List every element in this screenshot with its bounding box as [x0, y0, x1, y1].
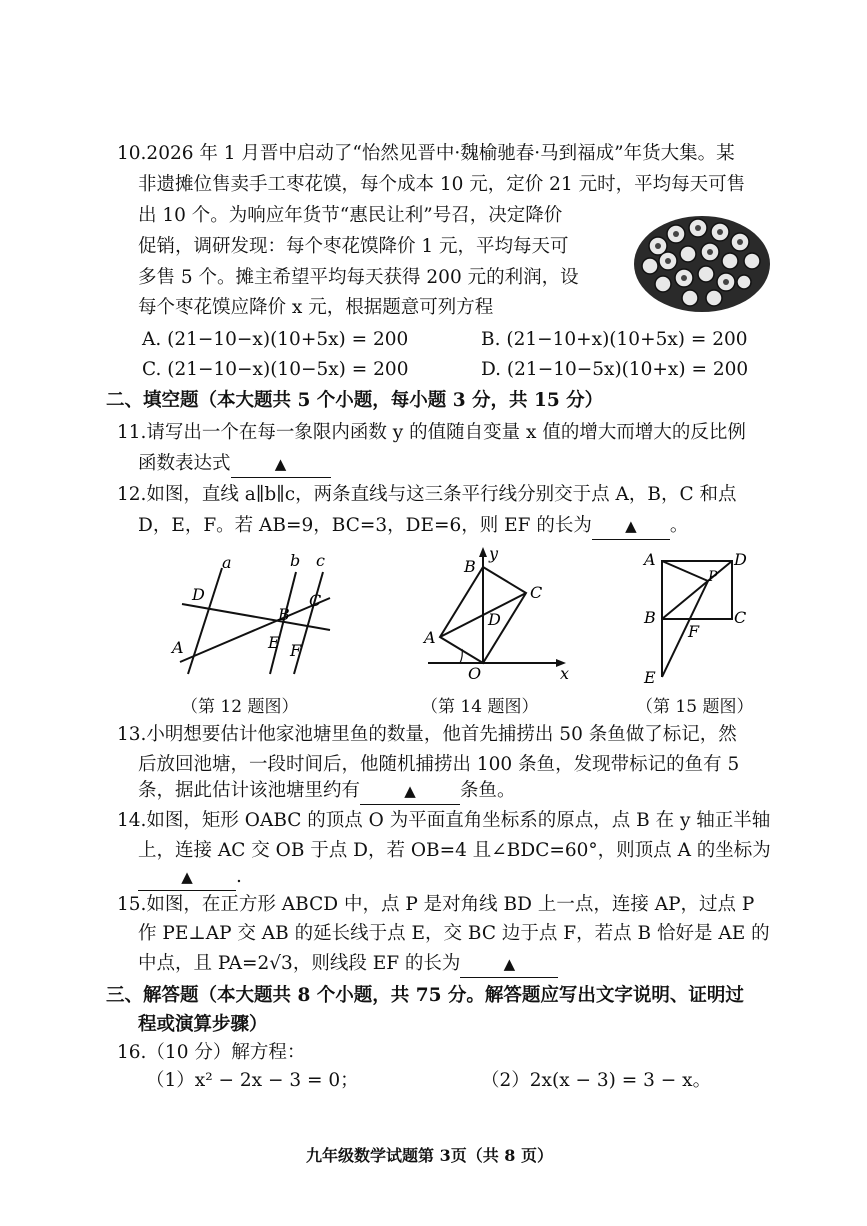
label-y: y: [489, 545, 499, 563]
q16-heading: 16.（10 分）解方程：: [117, 1042, 306, 1063]
label-C: C: [309, 591, 322, 610]
label-E: E: [268, 633, 280, 652]
label-D: D: [488, 610, 501, 629]
q12-line2: [138, 513, 688, 540]
q14-line2: 上，连接 AC 交 OB 于点 D，若 OB=4 且∠BDC=60°，则顶点 A 的坐标为: [138, 840, 771, 861]
q13-line1: 13.小明想要估计他家池塘里鱼的数量，他首先捕捞出 50 条鱼做了标记，然: [117, 724, 737, 745]
section2-title: 二、填空题（本大题共 5 个小题，每小题 3 分，共 15 分）: [106, 390, 604, 411]
label-D: D: [192, 585, 205, 604]
q10-line5: 多售 5 个。摊主希望平均每天获得 200 元的利润，设: [138, 267, 579, 288]
q16-part1: （1）x² − 2x − 3 = 0；: [146, 1070, 359, 1091]
q10-option-d: D. (21−10−5x)(10+x) = 200: [481, 359, 749, 380]
label-A: A: [424, 628, 436, 647]
q13-line3: [138, 778, 516, 805]
jujube-bun-photo: [628, 206, 778, 318]
diagonal-bd: [662, 561, 732, 619]
q15-answer-blank[interactable]: ▲: [460, 951, 558, 978]
q12-line1: 12.如图，直线 a∥b∥c，两条直线与这三条平行线分别交于点 A，B，C 和点: [117, 484, 737, 505]
figure-15-caption: （第 15 题图）: [636, 697, 754, 717]
q10-option-a: A. (21−10−x)(10+5x) = 200: [142, 329, 409, 350]
label-C: C: [530, 583, 543, 602]
q14-end: .: [236, 866, 242, 887]
label-D: D: [734, 550, 747, 569]
label-P: P: [708, 569, 718, 585]
q10-line6: 每个枣花馍应降价 x 元，根据题意可列方程: [138, 297, 494, 318]
q15-line1: 15.如图，在正方形 ABCD 中，点 P 是对角线 BD 上一点，连接 AP，过点 P: [117, 894, 755, 915]
q11-text: 函数表达式: [138, 453, 231, 474]
q11-line1: 11.请写出一个在每一象限内函数 y 的值随自变量 x 值的增大而增大的反比例: [117, 422, 746, 443]
q12-text: D，E，F。若 AB=9，BC=3，DE=6，则 EF 的长为: [138, 515, 592, 536]
q13-answer-blank[interactable]: ▲: [360, 778, 460, 805]
label-B: B: [464, 557, 476, 576]
q10-line3: 出 10 个。为响应年货节“惠民让利”号召，决定降价: [138, 205, 563, 226]
q14-answer-blank[interactable]: ▲: [138, 864, 236, 891]
figure-12: [170, 550, 340, 685]
label-F: F: [688, 622, 700, 641]
label-E: E: [644, 668, 656, 687]
q10-line2: 非遗摊位售卖手工枣花馍，每个成本 10 元，定价 21 元时，平均每天可售: [138, 174, 746, 195]
q12-end: 。: [669, 515, 689, 536]
page-footer: 九年级数学试题第 3页（共 8 页）: [306, 1146, 553, 1165]
section3-title-line2: 程或演算步骤）: [138, 1014, 268, 1035]
figure-14: [410, 545, 575, 685]
label-x: x: [560, 664, 570, 683]
q10-line4: 促销，调研发现：每个枣花馍降价 1 元，平均每天可: [138, 236, 569, 257]
label-b: b: [290, 551, 301, 570]
label-A: A: [172, 638, 184, 657]
q10-option-b: B. (21−10+x)(10+5x) = 200: [481, 329, 748, 350]
label-B: B: [644, 608, 656, 627]
q12-answer-blank[interactable]: ▲: [592, 513, 670, 540]
figure-14-caption: （第 14 题图）: [421, 697, 539, 717]
q10-option-c: C. (21−10−x)(10−5x) = 200: [142, 359, 409, 380]
label-F: F: [290, 641, 302, 660]
q15-line3: [138, 951, 558, 978]
q14-line1: 14.如图，矩形 OABC 的顶点 O 为平面直角坐标系的原点，点 B 在 y 轴正半轴: [117, 810, 771, 831]
q13-text-a: 条，据此估计该池塘里约有: [138, 780, 361, 801]
section3-title-line1: 三、解答题（本大题共 8 个小题，共 75 分。解答题应写出文字说明、证明过: [106, 985, 744, 1006]
q11-answer-blank[interactable]: ▲: [231, 451, 331, 478]
figure-15: [636, 545, 756, 687]
q13-text-b: 条鱼。: [460, 780, 516, 801]
q14-line3: [138, 864, 242, 891]
label-a: a: [222, 553, 232, 572]
label-A: A: [644, 550, 656, 569]
label-c: c: [316, 551, 325, 570]
q10-line1: 10.2026 年 1 月晋中启动了“怡然见晋中·魏榆驰春·马到福成”年货大集。某: [117, 143, 735, 164]
q16-part2: （2）2x(x − 3) = 3 − x。: [481, 1070, 712, 1091]
label-B: B: [278, 605, 290, 624]
q11-line2: [138, 451, 331, 478]
figure-12-caption: （第 12 题图）: [181, 697, 299, 717]
label-C: C: [734, 608, 747, 627]
label-O: O: [468, 664, 482, 683]
segment-pe: [662, 581, 708, 677]
q15-text: 中点，且 PA=2√3，则线段 EF 的长为: [138, 953, 461, 974]
q15-line2: 作 PE⊥AP 交 AB 的延长线于点 E，交 BC 边于点 F，若点 B 恰好是 AE 的: [138, 923, 770, 944]
line-a: [188, 568, 222, 674]
segment-ap: [662, 561, 708, 581]
q13-line2: 后放回池塘，一段时间后，他随机捕捞出 100 条鱼，发现带标记的鱼有 5: [138, 754, 740, 775]
